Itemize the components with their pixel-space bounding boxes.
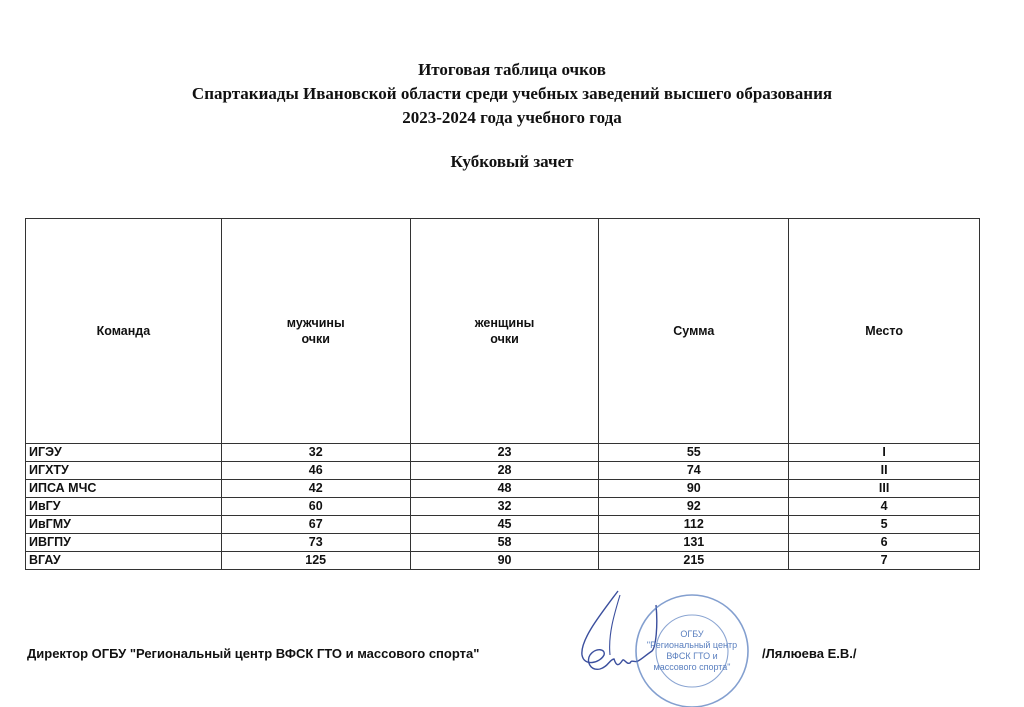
- stamp-line-3: ВФСК ГТО и: [666, 651, 718, 661]
- signature-stroke-2: [610, 595, 620, 655]
- column-header-sum: Сумма: [599, 219, 789, 444]
- table-row: [26, 462, 980, 480]
- table-header-row: [26, 219, 980, 444]
- organization-stamp: [622, 585, 762, 707]
- title-line-1: Итоговая таблица очков: [418, 60, 606, 79]
- women-points-cell: 28: [410, 462, 599, 480]
- place-cell: 7: [789, 552, 980, 570]
- place-cell: I: [789, 444, 980, 462]
- team-cell: ИГЭУ: [26, 444, 222, 462]
- document-title: [0, 58, 1024, 130]
- men-points-cell: 73: [221, 534, 410, 552]
- men-points-cell: 32: [221, 444, 410, 462]
- place-cell: 4: [789, 498, 980, 516]
- women-points-cell: 45: [410, 516, 599, 534]
- women-points-cell: 32: [410, 498, 599, 516]
- table-row: [26, 444, 980, 462]
- sum-cell: 74: [599, 462, 789, 480]
- men-points-cell: 125: [221, 552, 410, 570]
- column-header-team: Команда: [26, 219, 222, 444]
- sum-cell: 215: [599, 552, 789, 570]
- results-table: [25, 218, 980, 570]
- sum-cell: 112: [599, 516, 789, 534]
- title-line-2: Спартакиады Ивановской области среди учебных заведений высшего образования: [191, 84, 833, 103]
- men-points-cell: 67: [221, 516, 410, 534]
- table-row: [26, 480, 980, 498]
- team-cell: ИвГУ: [26, 498, 222, 516]
- column-header-place: Место: [789, 219, 980, 444]
- team-cell: ИГХТУ: [26, 462, 222, 480]
- place-cell: 6: [789, 534, 980, 552]
- women-points-cell: 48: [410, 480, 599, 498]
- place-cell: III: [789, 480, 980, 498]
- column-header-women: женщины очки: [410, 219, 599, 444]
- team-cell: ИвГМУ: [26, 516, 222, 534]
- team-cell: ВГАУ: [26, 552, 222, 570]
- document-subtitle: Кубковый зачет: [450, 152, 574, 171]
- men-points-cell: 46: [221, 462, 410, 480]
- stamp-line-2: "Региональный центр: [646, 640, 738, 650]
- column-header-men: мужчины очки: [221, 219, 410, 444]
- place-cell: 5: [789, 516, 980, 534]
- sum-cell: 92: [599, 498, 789, 516]
- director-position: Директор ОГБУ "Региональный центр ВФСК ГТО и массового спорта": [27, 646, 480, 661]
- men-points-cell: 60: [221, 498, 410, 516]
- sum-cell: 90: [599, 480, 789, 498]
- stamp-line-1: ОГБУ: [680, 629, 704, 639]
- sum-cell: 131: [599, 534, 789, 552]
- team-cell: ИПСА МЧС: [26, 480, 222, 498]
- table-row: [26, 534, 980, 552]
- place-cell: II: [789, 462, 980, 480]
- table-row: [26, 516, 980, 534]
- team-cell: ИВГПУ: [26, 534, 222, 552]
- title-line-3: 2023-2024 года учебного года: [402, 108, 622, 127]
- women-points-cell: 58: [410, 534, 599, 552]
- signer-name: /Лялюева Е.В./: [762, 646, 857, 661]
- table-row: [26, 498, 980, 516]
- sum-cell: 55: [599, 444, 789, 462]
- men-points-cell: 42: [221, 480, 410, 498]
- women-points-cell: 23: [410, 444, 599, 462]
- table-row: [26, 552, 980, 570]
- stamp-line-4: массового спорта": [653, 662, 731, 672]
- women-points-cell: 90: [410, 552, 599, 570]
